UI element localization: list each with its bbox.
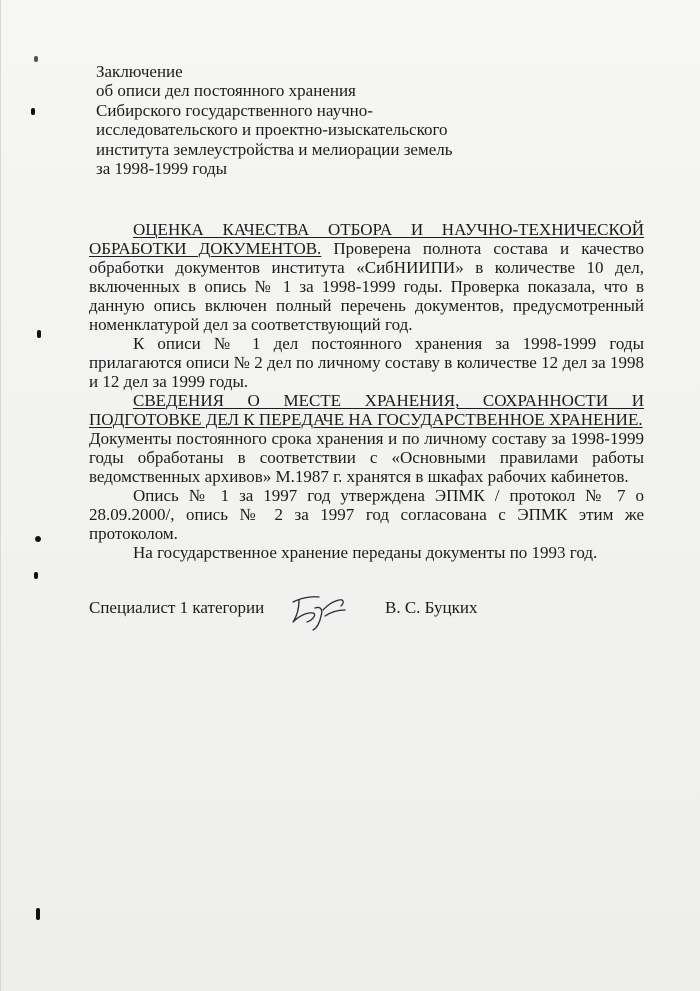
handwritten-signature (287, 586, 349, 632)
section-quality-heading: ОЦЕНКА КАЧЕСТВА ОТБОРА И НАУЧНО-ТЕХНИЧЕСКОЙ ОБРАБОТКИ ДОКУМЕНТОВ. (89, 220, 644, 258)
punch-mark (34, 56, 38, 62)
header-line: института землеустройства и мелиорации земель (96, 139, 453, 159)
header-line: Заключение (96, 62, 183, 81)
header-line: об описи дел постоянного хранения (96, 81, 356, 101)
section-quality-paragraph (89, 220, 644, 334)
punch-mark (37, 330, 41, 338)
punch-mark (34, 572, 38, 579)
attachment-paragraph: К описи № 1 дел постоянного хранения за 1998-1999 годы прилагаются описи № 2 дел по личному составу в количестве 12 дел за 1998 и 12 дел за 1999 годы. (89, 334, 644, 391)
signer-position: Специалист 1 категории (89, 598, 265, 617)
document-body (89, 220, 644, 562)
header-line: исследовательского и проектно-изыскательского (96, 120, 448, 140)
signer-name: В. С. Буцких (385, 598, 478, 617)
document-header (96, 62, 453, 178)
punch-mark (36, 908, 40, 920)
storage-paragraph: Документы постоянного срока хранения и по личному составу за 1998-1999 годы обработаны в соответствии с «Основными правилами работы ведомственных архивов» М.1987 г. хранятся в шкафах рабочих кабинетов. (89, 429, 644, 486)
header-line: Сибирского государственного научно- (96, 100, 373, 120)
section-quality-text: Проверена полнота состава и качество обработки документов института «СибНИИПИ» в количестве 10 дел, включенных в опись № 1 за 1998-1999 годы. Проверка показала, что в данную опись включен полный перечень документов, предусмотренный номенклатурой дел за соответствующий год. (89, 239, 644, 334)
section-storage-heading: СВЕДЕНИЯ О МЕСТЕ ХРАНЕНИЯ, СОХРАННОСТИ И ПОДГОТОВКЕ ДЕЛ К ПЕРЕДАЧЕ НА ГОСУДАРСТВЕННОЕ ХРАНЕНИЕ. (89, 391, 644, 429)
approval-paragraph: Опись № 1 за 1997 год утверждена ЭПМК / протокол № 7 о 28.09.2000/, опись № 2 за 1997 год согласована с ЭПМК этим же протоколом. (89, 486, 644, 543)
section-storage-heading-paragraph (89, 391, 644, 429)
transfer-paragraph: На государственное хранение переданы документы по 1993 год. (133, 543, 598, 562)
punch-mark (35, 536, 41, 542)
punch-mark (31, 108, 35, 115)
header-line: за 1998-1999 годы (96, 159, 228, 179)
signature-block (89, 594, 569, 634)
